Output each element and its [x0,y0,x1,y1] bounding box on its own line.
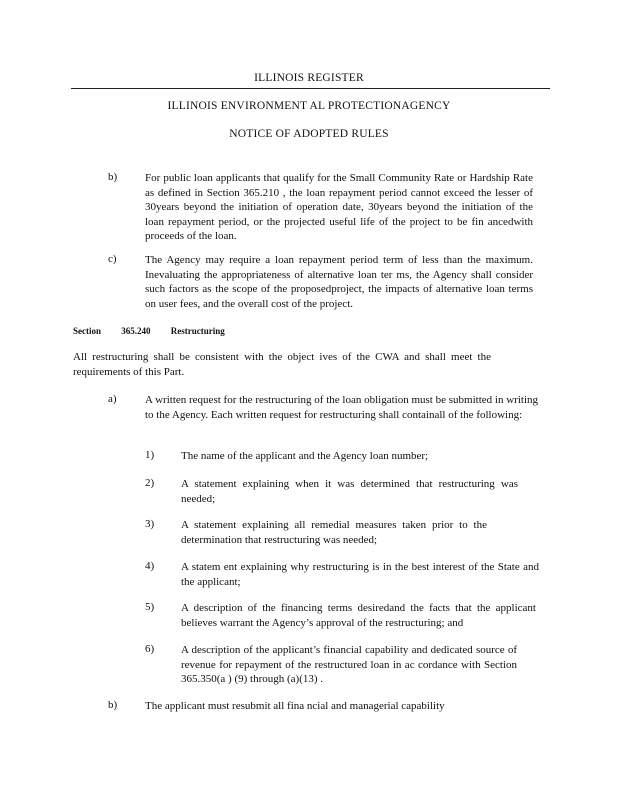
section-title: Restructuring [170,326,225,336]
header-rule [71,88,550,89]
subitem-1-text: The name of the applicant and the Agency loan number; [181,450,429,462]
section-number: 365.240 [121,326,151,336]
agency-header: ILLINOIS ENVIRONMENT AL PROTECTIONAGENCY [167,100,451,112]
section-label: Section [73,326,101,336]
item-a-text: A written request for the restructuring of the loan obligation must be submitted in writing to the Agency. Each written request for restructuring shall containall of the following: [145,394,538,421]
item-c-label: c) [108,253,117,265]
subitem-2-label: 2) [145,477,155,489]
subitem-3-text: A statement explaining all remedial measures taken prior to the determination that restructuring was needed; [181,519,487,546]
subitem-6-label: 6) [145,643,155,655]
register-header: ILLINOIS REGISTER [254,72,364,84]
item-b-label: b) [108,171,118,183]
item-c-text: The Agency may require a loan repayment period term of less than the maximum. Inevaluating the appropriateness of alternative loan ter ms, the Agency shall consider such factors as the scope of the proposedproject, the impacts of alternative loan terms on user fees, and the overall cost of the project. [145,254,533,310]
item-a-label: a) [108,393,117,405]
subitem-4-label: 4) [145,560,155,572]
section-heading [73,326,225,336]
subitem-4-text: A statem ent explaining why restructuring is in the best interest of the State and the applicant; [181,561,539,588]
item-b2-label: b) [108,699,118,711]
item-b-text: For public loan applicants that qualify for the Small Community Rate or Hardship Rate as defined in Section 365.210 , the loan repayment period cannot exceed the lesser of 30years beyond the initiation of operation date, 30years beyond the initiation of the loan repayment period, or the projected useful life of the project to be fin ancedwith proceeds of the loan. [145,172,533,243]
subitem-6-text: A description of the applicant’s financial capability and dedicated source of revenue for repayment of the restructured loan in ac cordance with Section 365.350(a ) (9) through (a)(13) . [181,644,517,686]
subitem-3-label: 3) [145,518,155,530]
item-b2-text: The applicant must resubmit all fina ncial and managerial capability [145,700,445,712]
intro-paragraph: All restructuring shall be consistent with the object ives of the CWA and shall meet the requirements of this Part. [73,351,491,378]
subitem-5-label: 5) [145,601,155,613]
notice-header: NOTICE OF ADOPTED RULES [229,128,389,140]
subitem-1-label: 1) [145,449,155,461]
subitem-2-text: A statement explaining when it was determined that restructuring was needed; [181,478,518,505]
subitem-5-text: A description of the financing terms desiredand the facts that the applicant believes warrant the Agency’s approval of the restructuring; and [181,602,536,629]
